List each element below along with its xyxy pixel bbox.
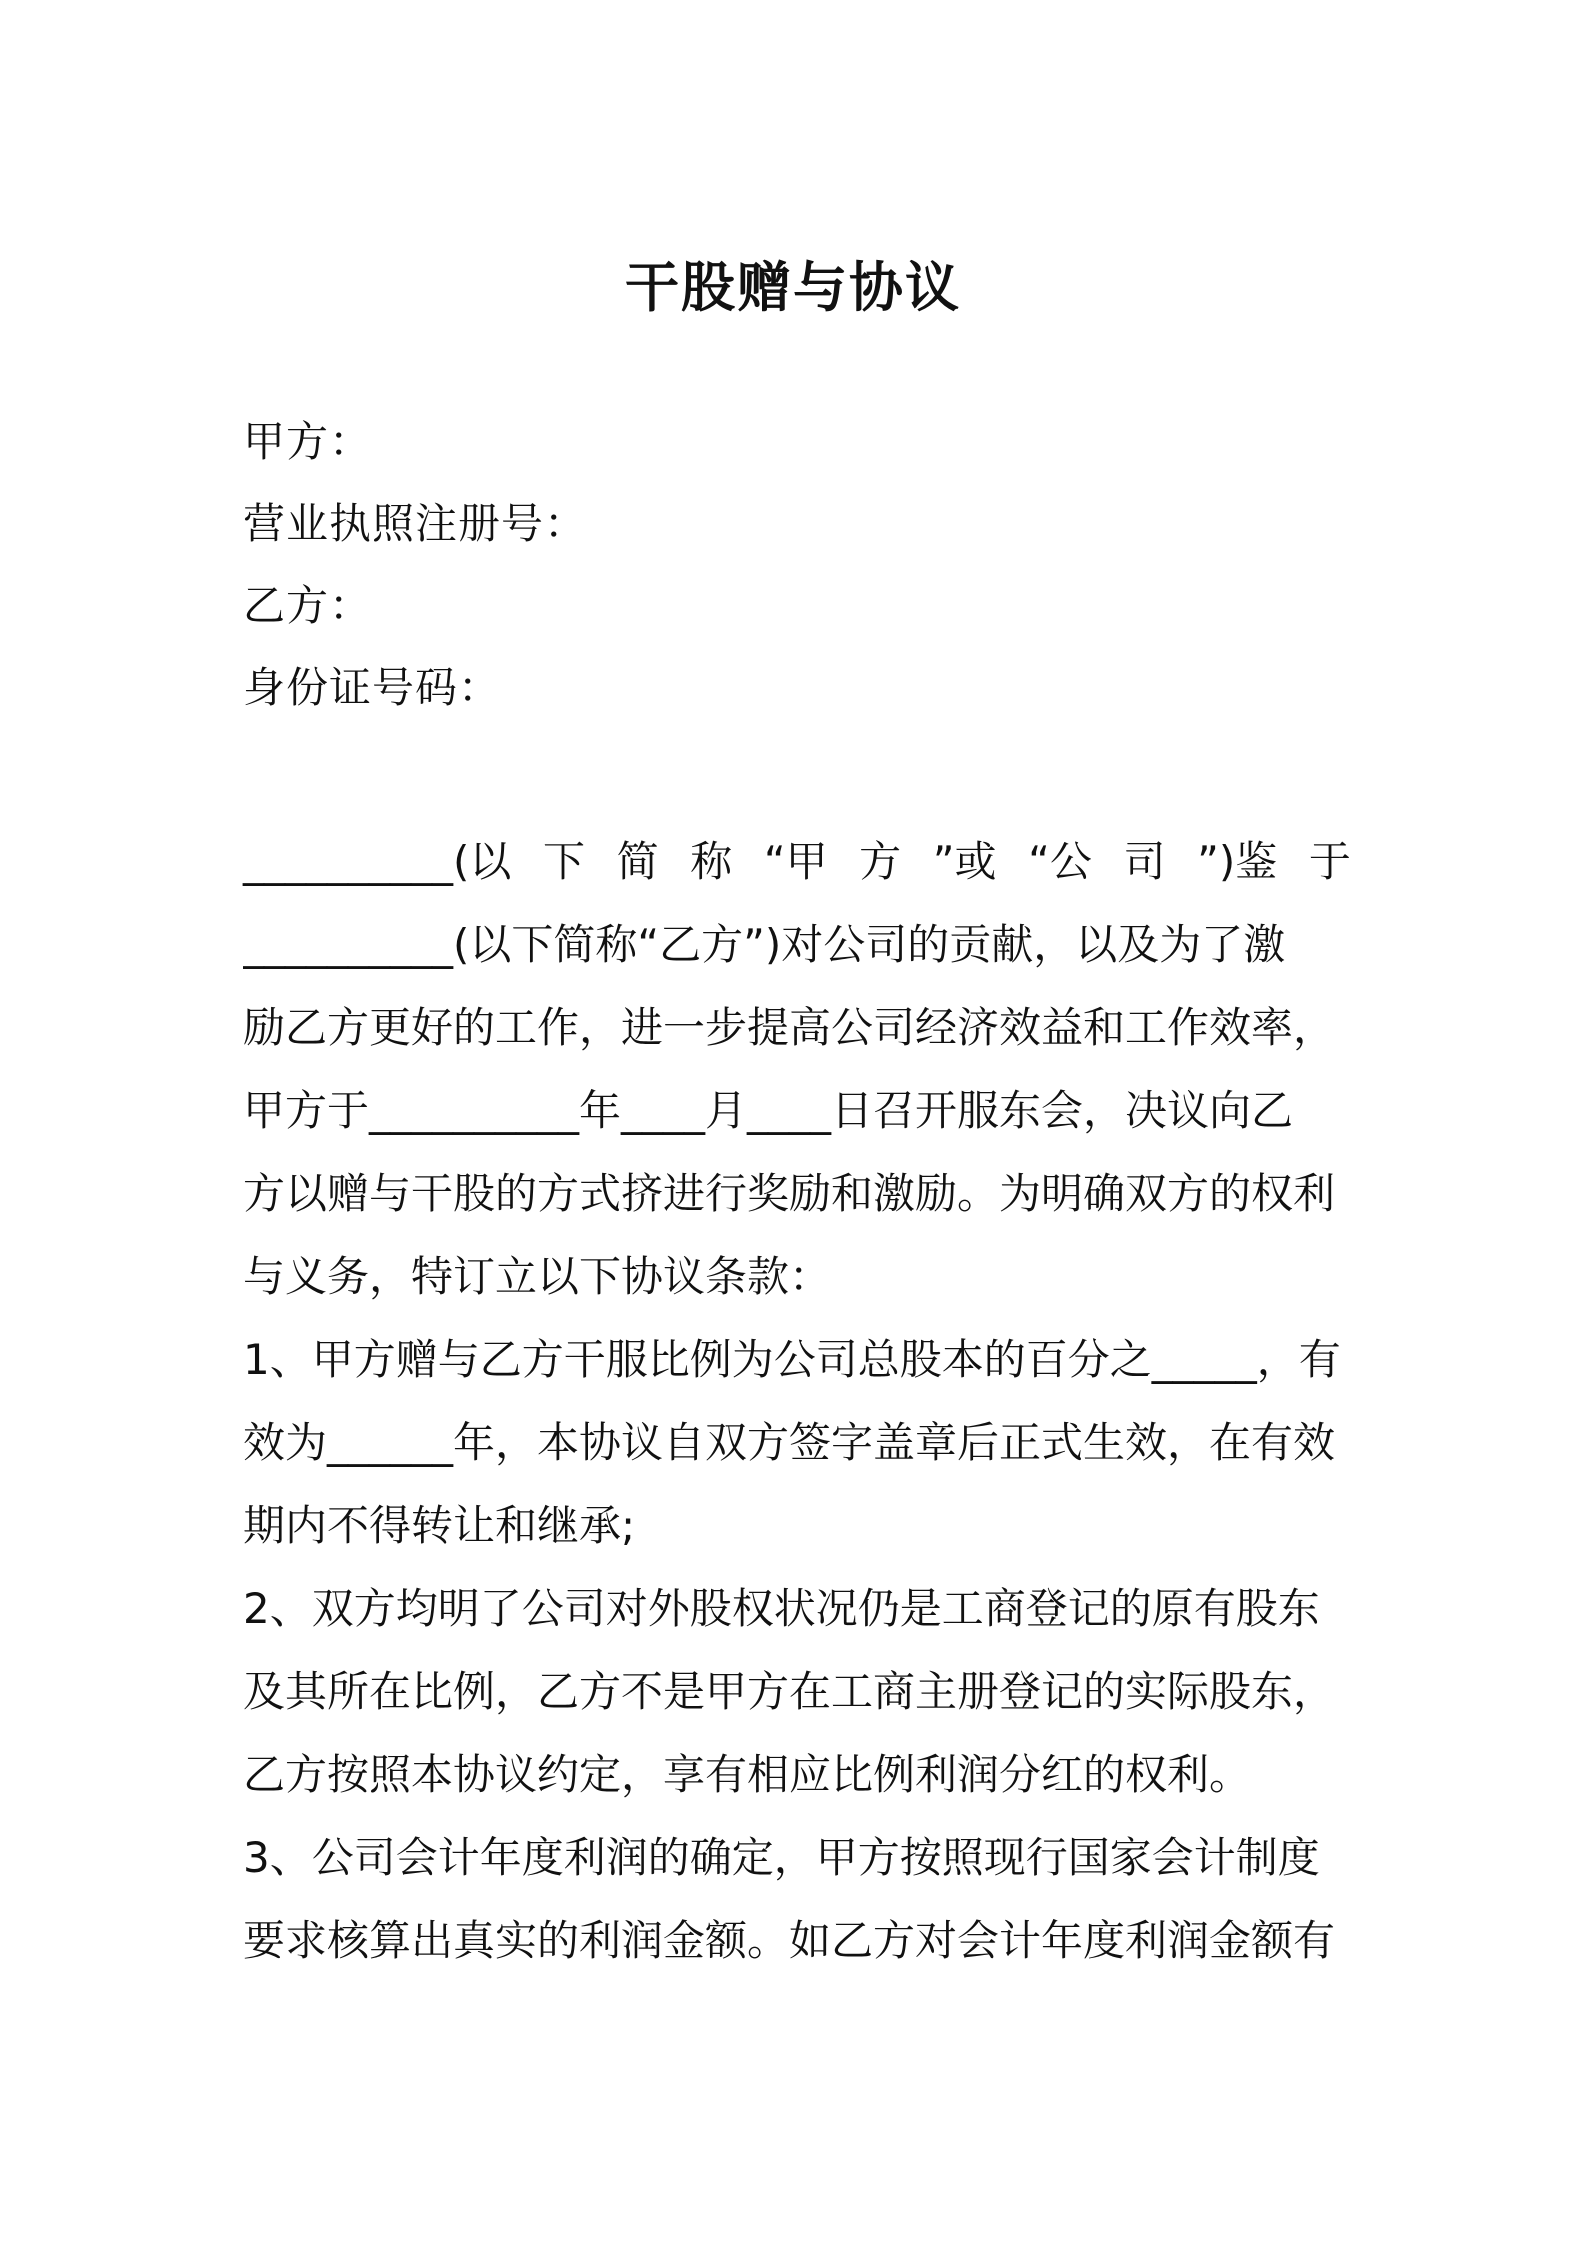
intro-token: __________(以 <box>243 837 512 886</box>
intro-token: “甲 <box>763 837 828 886</box>
intro-token: 方 <box>859 837 902 886</box>
intro-token: 司 <box>1123 837 1166 886</box>
intro-line-1 <box>243 834 1351 890</box>
clause-3-line: 要求核算出真实的利润金额。如乙方对会计年度利润金额有 <box>243 1916 1336 1965</box>
intro-token: ”)鉴 <box>1197 837 1278 886</box>
clause-2-line: 乙方按照本协议约定，享有相应比例利润分红的权利。 <box>243 1750 1252 1799</box>
clause-1-line: 1、甲方赠与乙方干服比例为公司总股本的百分之_____，有 <box>243 1335 1341 1384</box>
party-a-label: 甲方： <box>243 417 373 466</box>
business-license-label: 营业执照注册号： <box>243 499 588 548</box>
clause-1-line: 效为______年，本协议自双方签字盖章后正式生效，在有效 <box>243 1418 1336 1467</box>
body-line: __________(以下简称“乙方”)对公司的贡献，以及为了激 <box>243 920 1286 969</box>
intro-token: ”或 <box>932 837 997 886</box>
party-b-label: 乙方： <box>243 581 373 630</box>
body-line: 励乙方更好的工作，进一步提高公司经济效益和工作效率， <box>243 1003 1336 1052</box>
intro-token: 称 <box>690 837 733 886</box>
document-title: 干股赠与协议 <box>625 256 961 319</box>
id-number-label: 身份证号码： <box>243 663 502 712</box>
body-line: 甲方于__________年____月____日召开服东会，决议向乙 <box>243 1086 1294 1135</box>
clause-2-line: 2、双方均明了公司对外股权状况仍是工商登记的原有股东 <box>243 1584 1320 1633</box>
clause-1-line: 期内不得转让和继承; <box>243 1501 636 1550</box>
intro-token: 于 <box>1308 837 1351 886</box>
clause-2-line: 及其所在比例，乙方不是甲方在工商主册登记的实际股东， <box>243 1667 1336 1716</box>
clause-3-line: 3、公司会计年度利润的确定，甲方按照现行国家会计制度 <box>243 1833 1320 1882</box>
body-line: 与义务，特订立以下协议条款： <box>243 1252 832 1301</box>
intro-token: 下 <box>542 837 585 886</box>
intro-token: “公 <box>1028 837 1092 886</box>
body-line: 方以赠与干股的方式挤进行奖励和激励。为明确双方的权利 <box>243 1169 1336 1218</box>
intro-token: 简 <box>616 837 659 886</box>
